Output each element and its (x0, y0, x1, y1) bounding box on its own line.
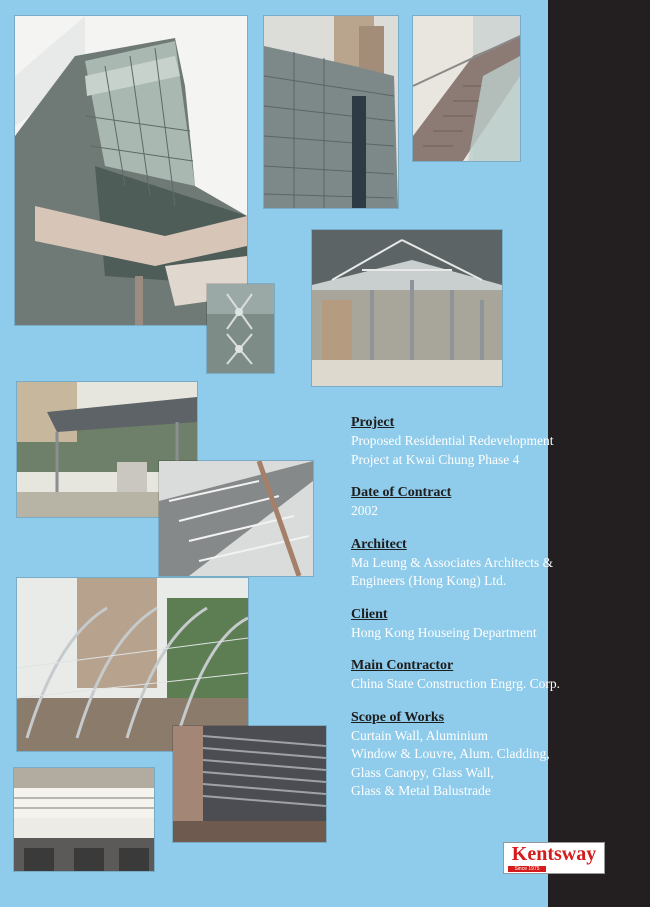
logo-since: Since 1975 (508, 866, 546, 872)
scope-of-works-value: Curtain Wall, Aluminium Window & Louvre, Alum. Cladding, Glass Canopy, Glass Wall, Glass & Metal Balustrade (351, 727, 550, 798)
photo-spider-fitting (207, 284, 274, 373)
logo-name: Kentsway (511, 843, 597, 865)
project-block (351, 414, 591, 469)
date-of-contract-value: 2002 (351, 503, 378, 518)
main-contractor-label: Main Contractor (351, 658, 454, 673)
architect-block (351, 536, 591, 591)
scope-of-works-label: Scope of Works (351, 709, 445, 725)
main-contractor-value: China State Construction Engrg. Corp. (351, 676, 560, 691)
architect-label: Architect (351, 536, 407, 552)
photo-building-balconies (14, 768, 154, 871)
photo-aluminium-louvres (173, 726, 326, 842)
photo-curtain-wall-tower (15, 16, 247, 325)
photo-canopy-underside (159, 461, 313, 576)
client-value: Hong Kong Houseing Department (351, 624, 537, 640)
photo-glass-balustrade-stair (413, 16, 520, 161)
project-value: Proposed Residential Redevelopment Project at Kwai Chung Phase 4 (351, 433, 554, 467)
photo-covered-walkway-structure (312, 230, 502, 386)
photo-aluminium-cladding-facade (264, 16, 398, 208)
kentsway-logo (503, 842, 605, 874)
project-info (351, 414, 591, 816)
client-block (351, 606, 591, 643)
client-label: Client (351, 606, 388, 622)
scope-of-works-block (351, 709, 591, 801)
architect-value: Ma Leung & Associates Architects & Engineers (Hong Kong) Ltd. (351, 554, 554, 588)
project-label: Project (351, 415, 395, 430)
main-contractor-block (351, 657, 591, 694)
date-of-contract-block (351, 484, 591, 521)
date-of-contract-label: Date of Contract (351, 485, 452, 500)
